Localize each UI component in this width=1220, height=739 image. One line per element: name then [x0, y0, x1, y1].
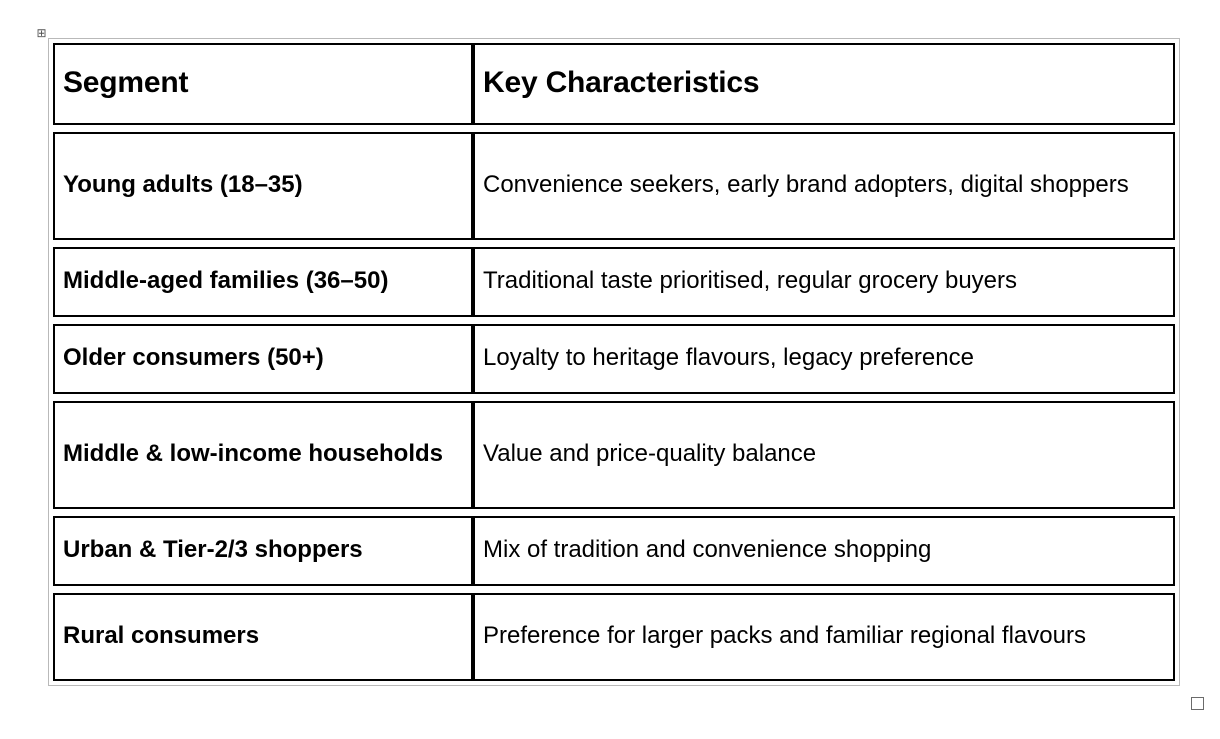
characteristics-text: Convenience seekers, early brand adopters, digital shoppers: [483, 170, 1129, 198]
row-spacer: [53, 586, 1175, 593]
characteristics-text: Loyalty to heritage flavours, legacy preference: [483, 343, 974, 371]
cell-characteristics: [473, 247, 1175, 317]
header-cell-characteristics: [473, 43, 1175, 125]
table-row: [53, 516, 1175, 586]
characteristics-text: Mix of tradition and convenience shopping: [483, 535, 932, 563]
row-spacer: [53, 125, 1175, 132]
table-container: [48, 38, 1180, 686]
header-label-segment: Segment: [63, 66, 189, 99]
cell-characteristics: [473, 401, 1175, 509]
cell-segment: [53, 516, 473, 586]
characteristics-text: Preference for larger packs and familiar regional flavours: [483, 621, 1086, 649]
segment-label: Urban & Tier-2/3 shoppers: [63, 535, 363, 563]
characteristics-text: Value and price-quality balance: [483, 439, 817, 467]
segment-label: Older consumers (50+): [63, 343, 324, 371]
consumer-segment-table: [53, 43, 1175, 681]
cell-characteristics: [473, 593, 1175, 681]
table-header-row: [53, 43, 1175, 125]
row-spacer: [53, 240, 1175, 247]
segment-label: Young adults (18–35): [63, 170, 303, 198]
segment-label: Middle-aged families (36–50): [63, 266, 389, 294]
table-resize-handle[interactable]: [1191, 697, 1204, 710]
row-spacer: [53, 394, 1175, 401]
cell-characteristics: [473, 132, 1175, 240]
table-row: [53, 247, 1175, 317]
table-row: [53, 593, 1175, 681]
table-move-handle[interactable]: ⊞: [36, 26, 47, 40]
cell-characteristics: [473, 324, 1175, 394]
characteristics-text: Traditional taste prioritised, regular grocery buyers: [483, 266, 1018, 294]
cell-segment: [53, 247, 473, 317]
cell-segment: [53, 132, 473, 240]
header-label-characteristics: Key Characteristics: [483, 66, 760, 99]
segment-label: Middle & low-income households: [63, 439, 444, 467]
table-row: [53, 132, 1175, 240]
row-spacer: [53, 317, 1175, 324]
table-row: [53, 324, 1175, 394]
cell-segment: [53, 593, 473, 681]
cell-segment: [53, 401, 473, 509]
row-spacer: [53, 509, 1175, 516]
table-row: [53, 401, 1175, 509]
cell-segment: [53, 324, 473, 394]
segment-label: Rural consumers: [63, 621, 260, 649]
cell-characteristics: [473, 516, 1175, 586]
header-cell-segment: [53, 43, 473, 125]
